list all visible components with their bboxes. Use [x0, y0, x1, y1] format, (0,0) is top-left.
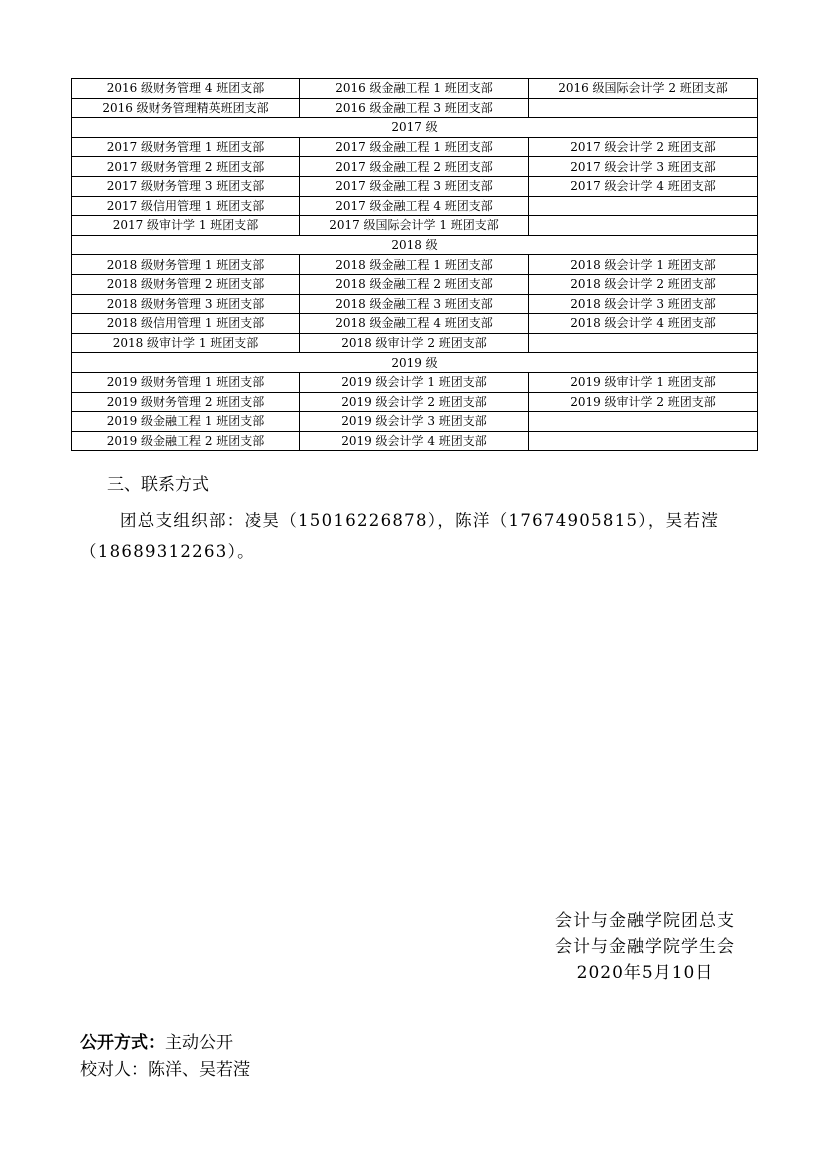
table-cell: 2017 级财务管理 2 班团支部 [72, 157, 300, 177]
table-cell: 2018 级会计学 4 班团支部 [529, 314, 758, 334]
table-cell: 2018 级财务管理 3 班团支部 [72, 294, 300, 314]
disclosure-value: 主动公开 [165, 1033, 233, 1053]
table-grade-row [72, 235, 758, 255]
table-cell: 2016 级财务管理精英班团支部 [72, 98, 300, 118]
signature-org-union: 会计与金融学院学生会 [555, 937, 735, 957]
table-cell: 2017 级金融工程 2 班团支部 [300, 157, 529, 177]
table-cell: 2018 级会计学 3 班团支部 [529, 294, 758, 314]
table-cell [529, 196, 758, 216]
table-cell: 2017 级国际会计学 1 班团支部 [300, 216, 529, 236]
grade-header-cell: 2019 级 [72, 353, 758, 373]
table-cell: 2018 级金融工程 3 班团支部 [300, 294, 529, 314]
table-grade-row [72, 118, 758, 138]
table-cell: 2019 级会计学 2 班团支部 [300, 392, 529, 412]
table-cell: 2017 级金融工程 3 班团支部 [300, 176, 529, 196]
table-row [72, 392, 758, 412]
branch-table-body [72, 79, 758, 451]
table-cell: 2017 级信用管理 1 班团支部 [72, 196, 300, 216]
table-cell: 2018 级审计学 2 班团支部 [300, 333, 529, 353]
table-cell [529, 431, 758, 451]
signature-block [530, 908, 760, 986]
table-cell: 2018 级金融工程 1 班团支部 [300, 255, 529, 275]
table-row [72, 216, 758, 236]
table-cell: 2019 级审计学 1 班团支部 [529, 372, 758, 392]
grade-header-cell: 2018 级 [72, 235, 758, 255]
signature-org-league: 会计与金融学院团总支 [555, 911, 735, 931]
table-row [72, 157, 758, 177]
table-cell: 2017 级会计学 2 班团支部 [529, 137, 758, 157]
table-cell: 2016 级国际会计学 2 班团支部 [529, 79, 758, 99]
table-cell [529, 98, 758, 118]
table-cell: 2017 级审计学 1 班团支部 [72, 216, 300, 236]
disclosure-label: 公开方式： [80, 1033, 165, 1053]
table-cell: 2017 级财务管理 3 班团支部 [72, 176, 300, 196]
table-cell: 2018 级审计学 1 班团支部 [72, 333, 300, 353]
table-row [72, 79, 758, 99]
table-cell: 2018 级财务管理 1 班团支部 [72, 255, 300, 275]
table-cell: 2019 级财务管理 1 班团支部 [72, 372, 300, 392]
table-cell: 2019 级会计学 1 班团支部 [300, 372, 529, 392]
table-row [72, 176, 758, 196]
contact-paragraph [80, 505, 748, 567]
table-cell: 2016 级财务管理 4 班团支部 [72, 79, 300, 99]
branch-table [71, 78, 758, 451]
table-row [72, 314, 758, 334]
table-row [72, 137, 758, 157]
table-cell: 2019 级金融工程 1 班团支部 [72, 412, 300, 432]
table-cell: 2018 级会计学 1 班团支部 [529, 255, 758, 275]
contact-text: 团总支组织部：凌昊（15016226878），陈洋（17674905815），吴若滢（18689312263）。 [80, 511, 720, 561]
table-grade-row [72, 353, 758, 373]
table-row [72, 412, 758, 432]
table-row [72, 255, 758, 275]
table-cell: 2019 级金融工程 2 班团支部 [72, 431, 300, 451]
table-row [72, 274, 758, 294]
table-cell: 2017 级财务管理 1 班团支部 [72, 137, 300, 157]
grade-header-cell: 2017 级 [72, 118, 758, 138]
disclosure-line [80, 1030, 233, 1056]
table-row [72, 98, 758, 118]
table-cell: 2018 级金融工程 4 班团支部 [300, 314, 529, 334]
table-row [72, 333, 758, 353]
table-cell: 2019 级财务管理 2 班团支部 [72, 392, 300, 412]
section-heading-contact: 三、联系方式 [107, 475, 209, 495]
table-cell: 2018 级会计学 2 班团支部 [529, 274, 758, 294]
table-row [72, 372, 758, 392]
table-cell: 2017 级会计学 3 班团支部 [529, 157, 758, 177]
table-cell: 2018 级信用管理 1 班团支部 [72, 314, 300, 334]
table-cell: 2017 级金融工程 1 班团支部 [300, 137, 529, 157]
table-cell: 2019 级会计学 4 班团支部 [300, 431, 529, 451]
table-cell: 2017 级金融工程 4 班团支部 [300, 196, 529, 216]
table-cell [529, 412, 758, 432]
table-cell: 2016 级金融工程 1 班团支部 [300, 79, 529, 99]
table-cell: 2019 级审计学 2 班团支部 [529, 392, 758, 412]
table-row [72, 431, 758, 451]
table-cell: 2019 级会计学 3 班团支部 [300, 412, 529, 432]
table-row [72, 294, 758, 314]
table-cell [529, 333, 758, 353]
table-cell: 2016 级金融工程 3 班团支部 [300, 98, 529, 118]
proofreader-line [80, 1057, 250, 1083]
table-cell [529, 216, 758, 236]
table-cell: 2017 级会计学 4 班团支部 [529, 176, 758, 196]
proofreader-value: 陈洋、吴若滢 [148, 1060, 250, 1080]
table-cell: 2018 级财务管理 2 班团支部 [72, 274, 300, 294]
proofreader-label: 校对人： [80, 1060, 148, 1080]
table-cell: 2018 级金融工程 2 班团支部 [300, 274, 529, 294]
signature-date: 2020年5月10日 [576, 963, 714, 983]
table-row [72, 196, 758, 216]
